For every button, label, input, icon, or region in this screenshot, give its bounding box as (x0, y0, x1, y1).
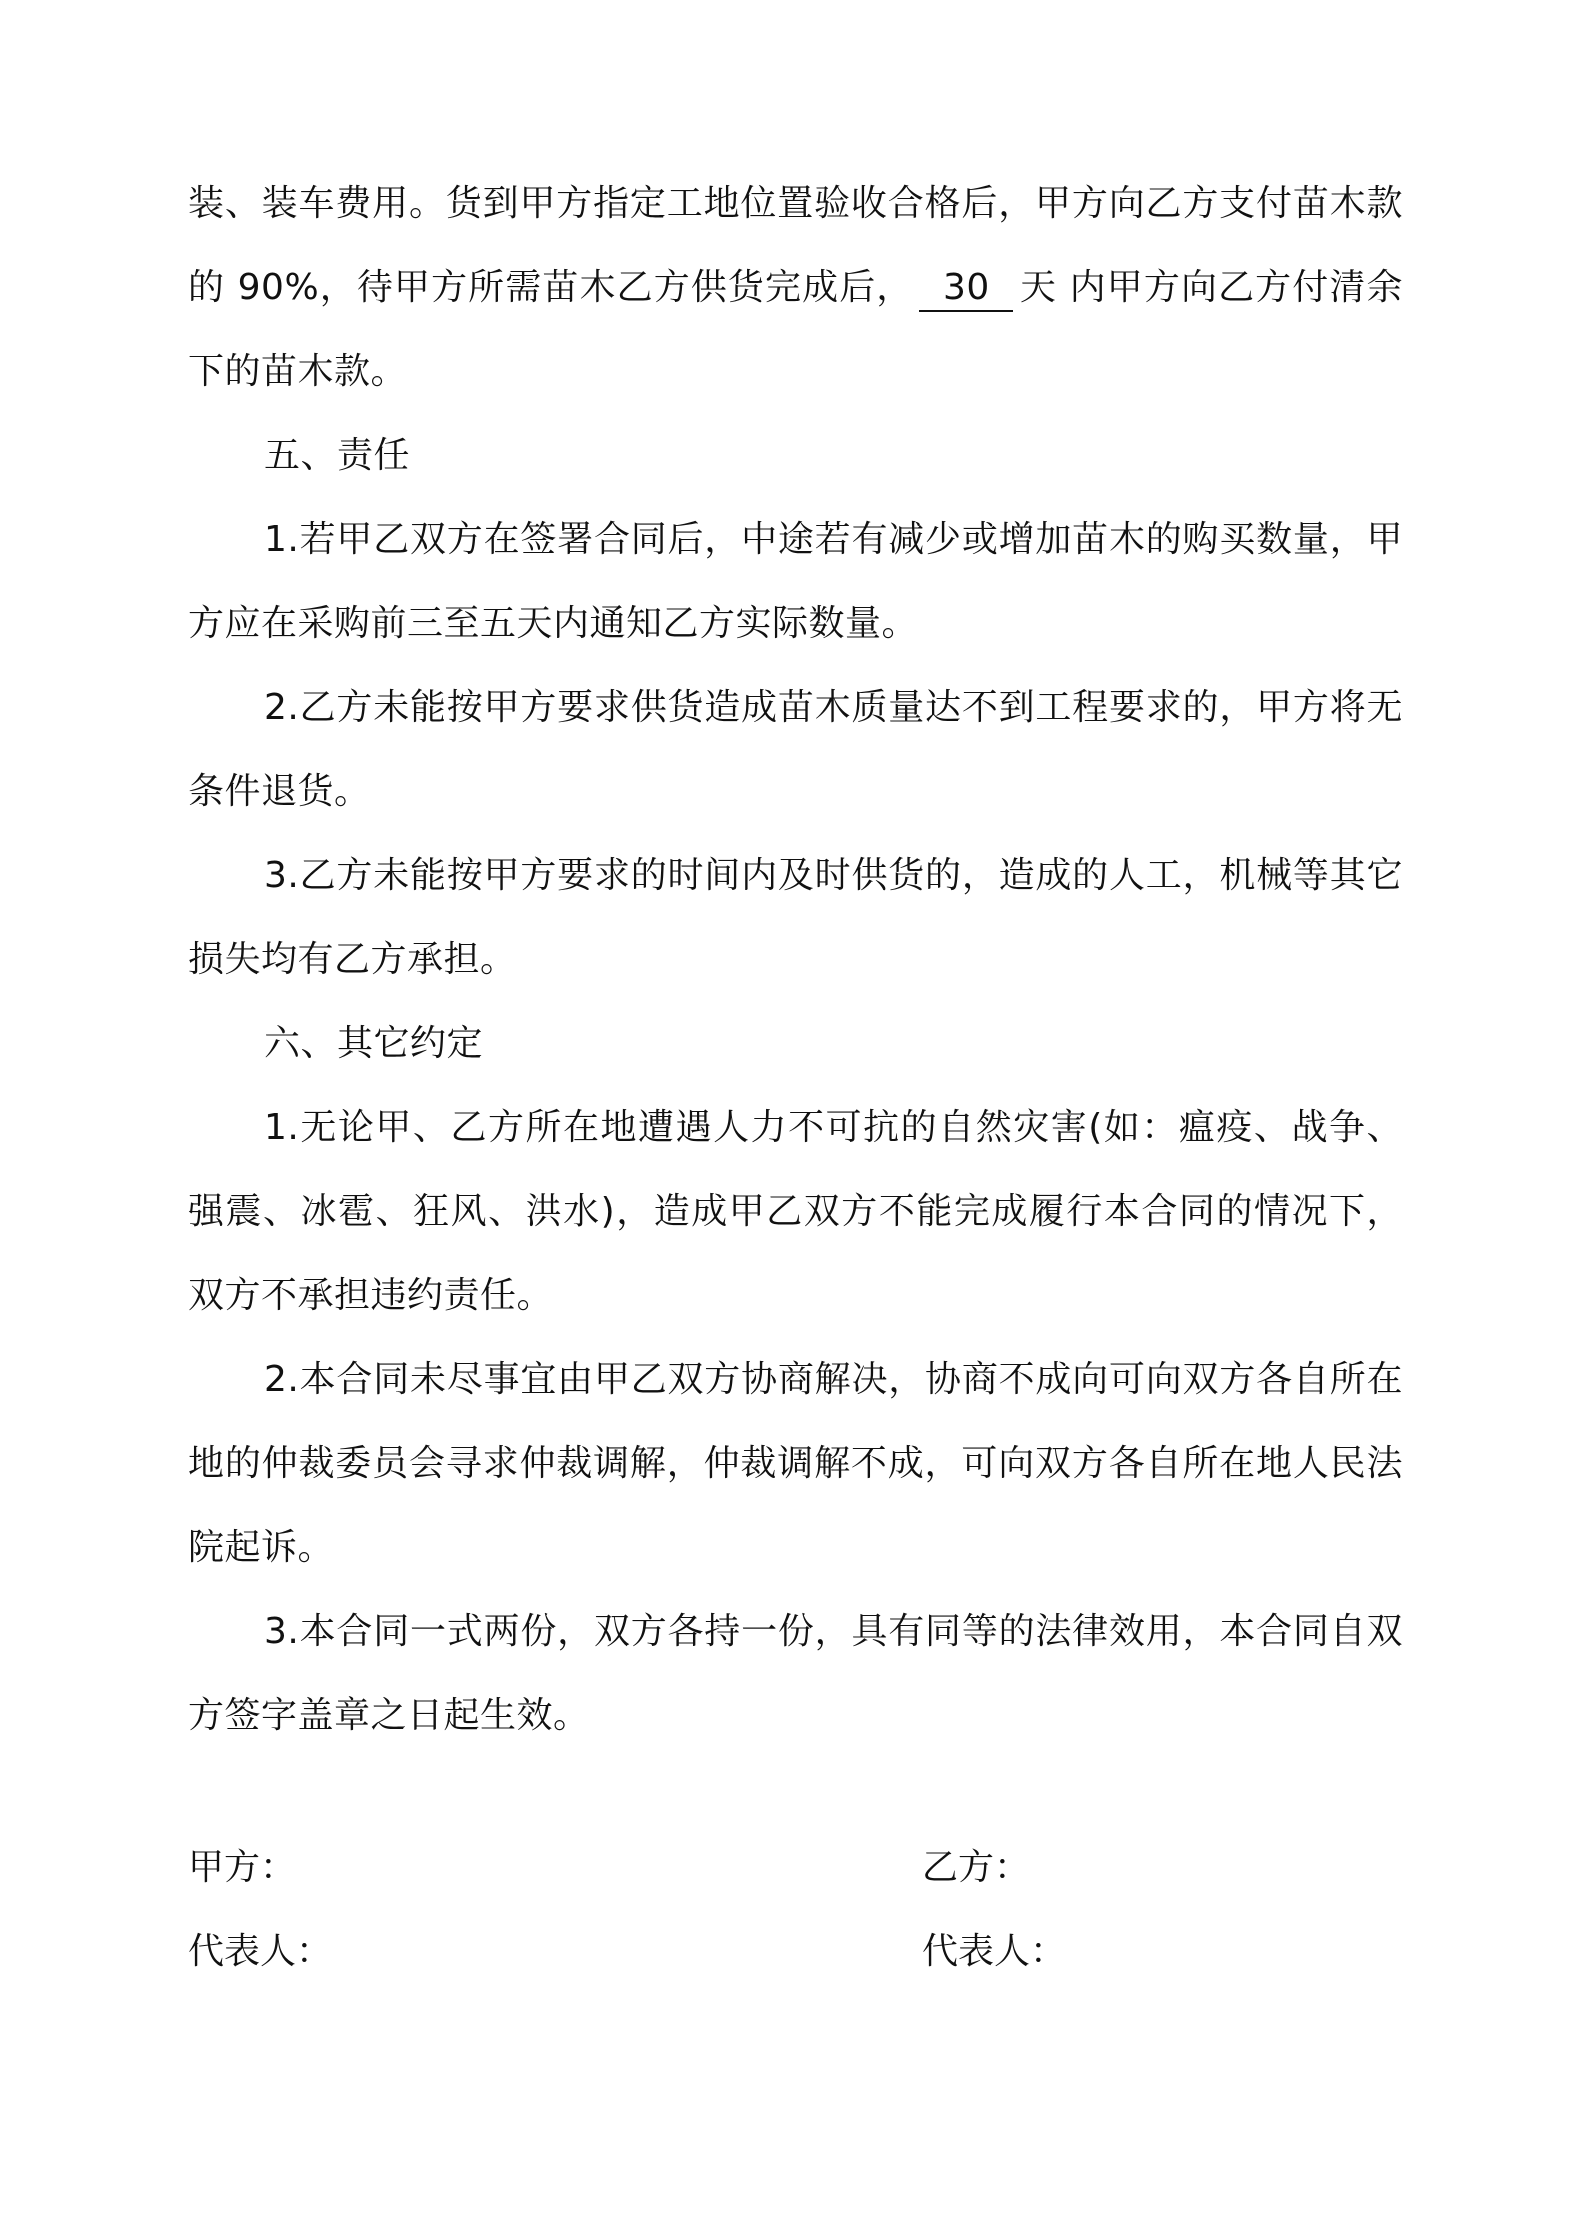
section-6-item-3: 3.本合同一式两份，双方各持一份，具有同等的法律效用，本合同自双方签字盖章之日起生效。 (188, 1611, 1403, 1736)
payment-paragraph (188, 162, 1403, 414)
signature-block (188, 1826, 1403, 1994)
section-6-item-2: 2.本合同未尽事宜由甲乙双方协商解决，协商不成向可向双方各自所在地的仲裁委员会寻求仲裁调解，仲裁调解不成，可向双方各自所在地人民法院起诉。 (188, 1359, 1403, 1568)
representative-row (188, 1910, 1403, 1994)
section-5-item-3: 3.乙方未能按甲方要求的时间内及时供货的，造成的人工，机械等其它损失均有乙方承担。 (188, 855, 1403, 980)
section-6-item-1: 1.无论甲、乙方所在地遭遇人力不可抗的自然灾害(如：瘟疫、战争、强震、冰雹、狂风、洪水)，造成甲乙双方不能完成履行本合同的情况下，双方不承担违约责任。 (188, 1107, 1403, 1316)
party-row (188, 1826, 1403, 1910)
representative-b-label: 代表人： (922, 1931, 1067, 1972)
payment-text-end: 天 内甲方向乙方付清余下的苗木款。 (188, 267, 1403, 392)
days-blank: 30 (919, 266, 1013, 312)
party-b-label: 乙方： (922, 1847, 1031, 1888)
section-5-item-2: 2.乙方未能按甲方要求供货造成苗木质量达不到工程要求的，甲方将无条件退货。 (188, 687, 1403, 812)
party-a-label: 甲方： (188, 1847, 297, 1888)
representative-a-label: 代表人： (188, 1931, 333, 1972)
contract-body (188, 162, 1403, 1758)
payment-text-start: 装、装车费用。货到甲方指定工地位置验收合格后，甲方向乙方支付苗木款的 90%，待甲方所需苗木乙方供货完成后， (188, 183, 1403, 308)
section-5-heading: 五、责任 (264, 435, 411, 476)
section-5-item-1: 1.若甲乙双方在签署合同后，中途若有减少或增加苗木的购买数量，甲方应在采购前三至五天内通知乙方实际数量。 (188, 519, 1403, 644)
section-6-heading: 六、其它约定 (264, 1023, 484, 1064)
